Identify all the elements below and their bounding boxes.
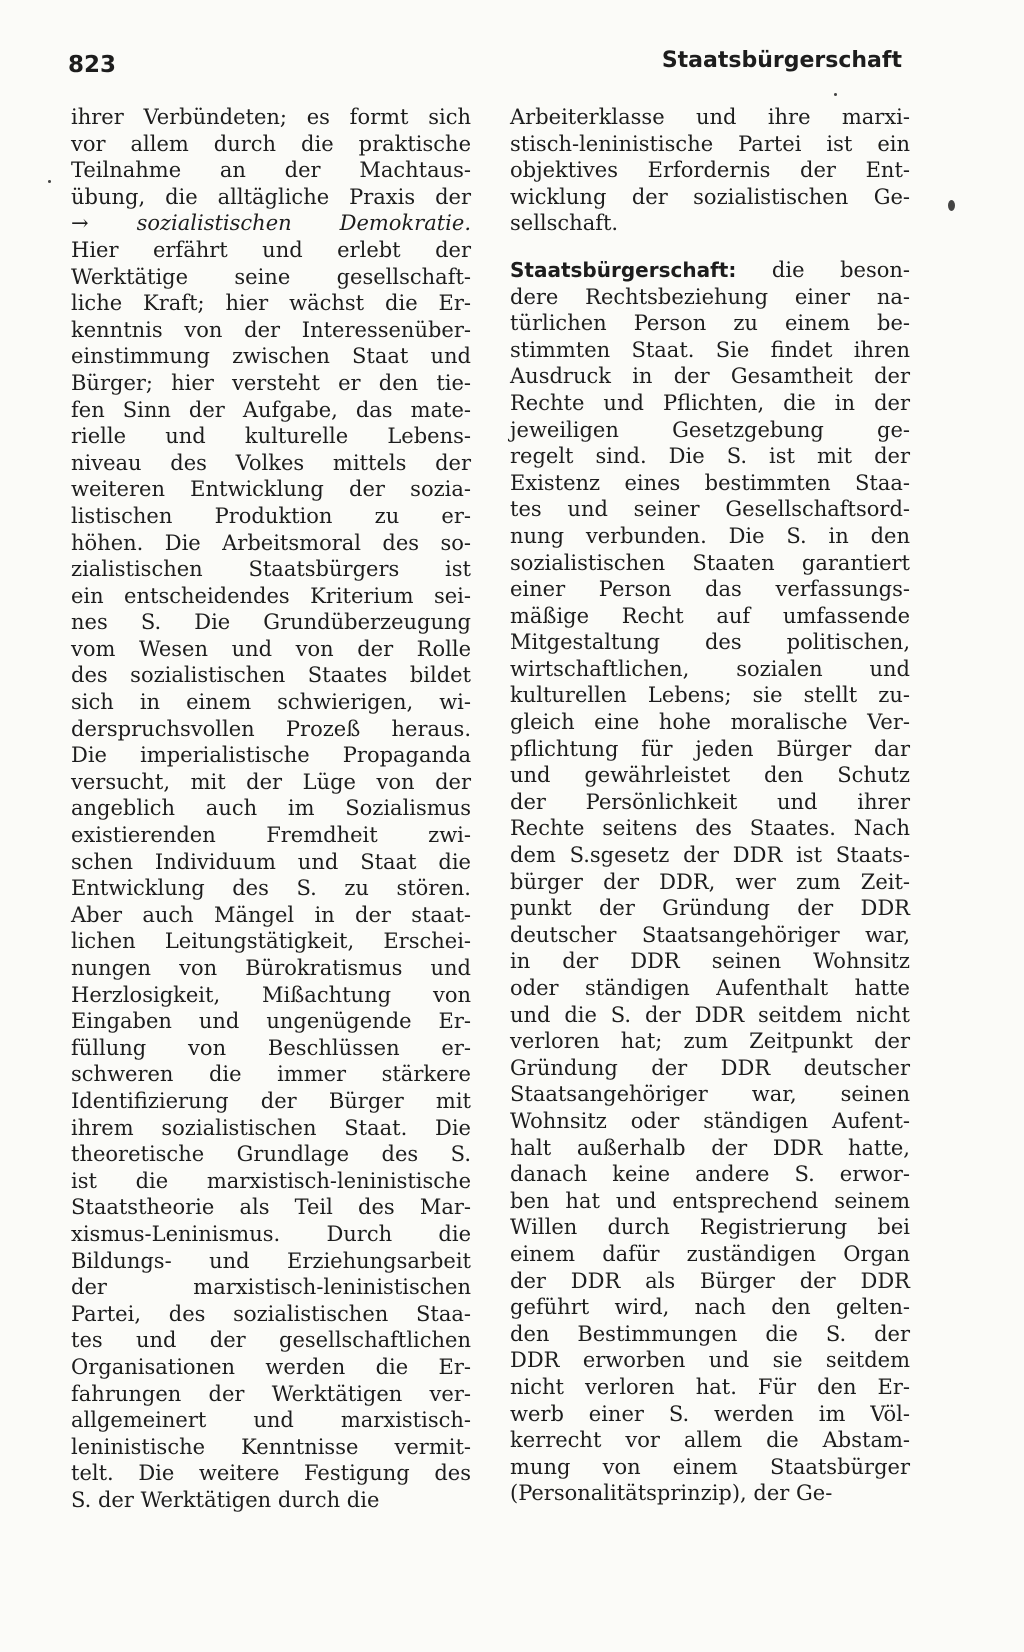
text-line: stimmten Staat. Sie findet ihren: [510, 337, 910, 362]
text-line: weiteren Entwicklung der sozia-: [71, 477, 471, 502]
text-line: kerrecht vor allem die Abstam-: [510, 1428, 910, 1453]
text-line: des sozialistischen Staates bildet: [71, 663, 471, 688]
text-line: Willen durch Registrierung bei: [510, 1215, 910, 1240]
text-line: Identifizierung der Bürger mit: [71, 1088, 471, 1113]
text-line: [71, 210, 471, 237]
text-line: dem S.sgesetz der DDR ist Staats-: [510, 843, 910, 868]
text-line: Rechte und Pflichten, die in der: [510, 390, 910, 415]
text-line: Herzlosigkeit, Mißachtung von: [71, 982, 471, 1007]
text-line: nicht verloren hat. Für den Er-: [510, 1374, 910, 1399]
text-line: stisch-leninistische Partei ist ein: [510, 131, 910, 156]
text-line: oder ständigen Aufenthalt hatte: [510, 976, 910, 1000]
text-line: telt. Die weitere Festigung des: [71, 1461, 471, 1486]
text-line: einstimmung zwischen Staat und: [71, 344, 471, 369]
text-line: danach keine andere S. erwor-: [510, 1162, 910, 1187]
running-head: Staatsbürgerschaft: [661, 48, 902, 73]
text-line: schweren die immer stärkere: [71, 1062, 471, 1087]
text-line: ist die marxistisch-leninistische: [71, 1168, 471, 1193]
text-line: sellschaft.: [510, 211, 619, 236]
right-text-column: [510, 104, 910, 1507]
left-text-column: [71, 104, 471, 1513]
text-line: Gründung der DDR deutscher: [510, 1055, 910, 1080]
text-line: DDR erworben und sie seitdem: [510, 1348, 910, 1373]
text-line: der Persönlichkeit und ihrer: [510, 789, 910, 814]
text-line: wicklung der sozialistischen Ge-: [510, 184, 910, 209]
text-line: leninistische Kenntnisse vermit-: [71, 1434, 471, 1459]
text-line: kenntnis von der Interessenüber-: [71, 317, 471, 342]
text-line: höhen. Die Arbeitsmoral des so-: [71, 530, 471, 555]
text-line: tes und der gesellschaftlichen: [71, 1328, 471, 1353]
text-line: Bildungs- und Erziehungsarbeit: [71, 1248, 471, 1273]
text-line: Werktätige seine gesellschaft-: [71, 264, 471, 289]
text-line: Teilnahme an der Machtaus-: [71, 158, 471, 183]
text-line: der DDR als Bürger der DDR: [510, 1268, 910, 1293]
text-line: halt außerhalb der DDR hatte,: [510, 1135, 910, 1160]
text-line: Wohnsitz oder ständigen Aufent-: [510, 1108, 910, 1133]
text-line: tes und seiner Gesellschaftsord-: [510, 497, 910, 522]
text-line: schen Individuum und Staat die: [71, 849, 471, 874]
text-line: versucht, mit der Lüge von der: [71, 769, 471, 794]
entry-term: Staatsbürgerschaft:: [510, 257, 737, 282]
text-line: Rechte seitens des Staates. Nach: [510, 816, 910, 841]
text-line: sich in einem schwierigen, wi-: [71, 690, 471, 715]
text-line: angeblich auch im Sozialismus: [71, 796, 471, 821]
text-line: einem dafür zuständigen Organ: [510, 1241, 910, 1266]
text-line: Arbeiterklasse und ihre marxi-: [510, 105, 910, 129]
text-line: füllung von Beschlüssen er-: [71, 1035, 471, 1060]
text-line: Partei, des sozialistischen Staa-: [71, 1301, 471, 1326]
text-line: mäßige Recht auf umfassende: [510, 603, 910, 628]
cross-reference-arrow: →: [71, 211, 137, 236]
text-line: geführt wird, nach den gelten-: [510, 1295, 910, 1320]
print-speck: [834, 93, 837, 96]
text-line: der marxistisch-leninistischen: [71, 1275, 471, 1300]
text-line: Bürger; hier versteht er den tie-: [71, 370, 471, 395]
text-line: Aber auch Mängel in der staat-: [71, 902, 471, 927]
continued-paragraph: [510, 104, 910, 237]
text-line: vor allem durch die praktische: [71, 131, 471, 156]
text-line: ihrer Verbündeten; es formt sich: [71, 105, 471, 129]
text-line: kulturellen Lebens; sie stellt zu-: [510, 683, 910, 708]
text-line: liche Kraft; hier wächst die Er-: [71, 291, 471, 316]
text-line: existierenden Fremdheit zwi-: [71, 823, 471, 848]
text-line: objektives Erfordernis der Ent-: [510, 158, 910, 183]
text-line: übung, die alltägliche Praxis der: [71, 184, 471, 209]
dictionary-entry: [510, 257, 910, 1507]
text-line: niveau des Volkes mittels der: [71, 450, 471, 475]
text-line: türlichen Person zu einem be-: [510, 311, 910, 336]
text-line: nung verbunden. Die S. in den: [510, 523, 910, 548]
text-line: Ausdruck in der Gesamtheit der: [510, 364, 910, 389]
text-line: gleich eine hohe moralische Ver-: [510, 710, 910, 735]
text-line: nungen von Bürokratismus und: [71, 956, 471, 980]
text-line: Entwicklung des S. zu stören.: [71, 876, 471, 901]
text-line: dere Rechtsbeziehung einer na-: [510, 284, 910, 309]
text-line: Mitgestaltung des politischen,: [510, 630, 910, 655]
text-line: bürger der DDR, wer zum Zeit-: [510, 869, 910, 894]
text-line: nes S. Die Grundüberzeugung: [71, 610, 471, 635]
text-line: fen Sinn der Aufgabe, das mate-: [71, 397, 471, 422]
text-line: Hier erfährt und erlebt der: [71, 237, 471, 262]
text-line: deutscher Staatsangehöriger war,: [510, 922, 910, 947]
text-line: listischen Produktion zu er-: [71, 503, 471, 528]
text-line: sozialistischen Staaten garantiert: [510, 550, 910, 575]
text-line: mung von einem Staatsbürger: [510, 1454, 910, 1479]
entry-first-line: [510, 257, 910, 284]
text-line: Existenz eines bestimmten Staa-: [510, 470, 910, 495]
text-line: einer Person das verfassungs-: [510, 577, 910, 602]
text-line: ben hat und entsprechend seinem: [510, 1188, 910, 1213]
text-line: fahrungen der Werktätigen ver-: [71, 1381, 471, 1406]
text-line: pflichtung für jeden Bürger dar: [510, 736, 910, 761]
print-speck: [48, 180, 51, 183]
text-line: vom Wesen und von der Rolle: [71, 636, 471, 661]
text-line: wirtschaftlichen, sozialen und: [510, 656, 910, 681]
text-line: derspruchsvollen Prozeß heraus.: [71, 716, 471, 741]
text-line: zialistischen Staatsbürgers ist: [71, 557, 471, 582]
text-line: und die S. der DDR seitdem nicht: [510, 1002, 910, 1027]
text-line: punkt der Gründung der DDR: [510, 896, 910, 921]
text-line: verloren hat; zum Zeitpunkt der: [510, 1029, 910, 1054]
text-line: xismus-Leninismus. Durch die: [71, 1221, 471, 1246]
text-line: Die imperialistische Propaganda: [71, 743, 471, 768]
text-line: theoretische Grundlage des S.: [71, 1142, 471, 1167]
text-line: in der DDR seinen Wohnsitz: [510, 949, 910, 974]
print-speck: [948, 200, 955, 211]
page-number: 823: [68, 52, 117, 78]
text-line: Staatsangehöriger war, seinen: [510, 1082, 910, 1107]
text-line: und gewährleistet den Schutz: [510, 763, 910, 788]
text-line: Staatstheorie als Teil des Mar-: [71, 1195, 471, 1220]
entry-separator: [510, 237, 910, 257]
text-line: den Bestimmungen die S. der: [510, 1321, 910, 1346]
entry-first-line-rest: die beson-: [771, 257, 910, 282]
text-line: allgemeinert und marxistisch-: [71, 1408, 471, 1433]
text-line: werb einer S. werden im Völ-: [510, 1401, 910, 1426]
text-line: regelt sind. Die S. ist mit der: [510, 444, 910, 469]
text-line: Organisationen werden die Er-: [71, 1354, 471, 1379]
text-line: ihrem sozialistischen Staat. Die: [71, 1115, 471, 1140]
text-line: (Personalitätsprinzip), der Ge-: [510, 1481, 833, 1506]
text-line: jeweiligen Gesetzgebung ge-: [510, 417, 910, 442]
text-line: S. der Werktätigen durch die: [71, 1487, 380, 1512]
cross-reference-term[interactable]: sozialistischen Demokratie.: [136, 211, 471, 236]
text-line: rielle und kulturelle Lebens-: [71, 424, 471, 449]
text-line: Eingaben und ungenügende Er-: [71, 1009, 471, 1034]
text-line: ein entscheidendes Kriterium sei-: [71, 583, 471, 608]
text-line: lichen Leitungstätigkeit, Erschei-: [71, 929, 471, 954]
